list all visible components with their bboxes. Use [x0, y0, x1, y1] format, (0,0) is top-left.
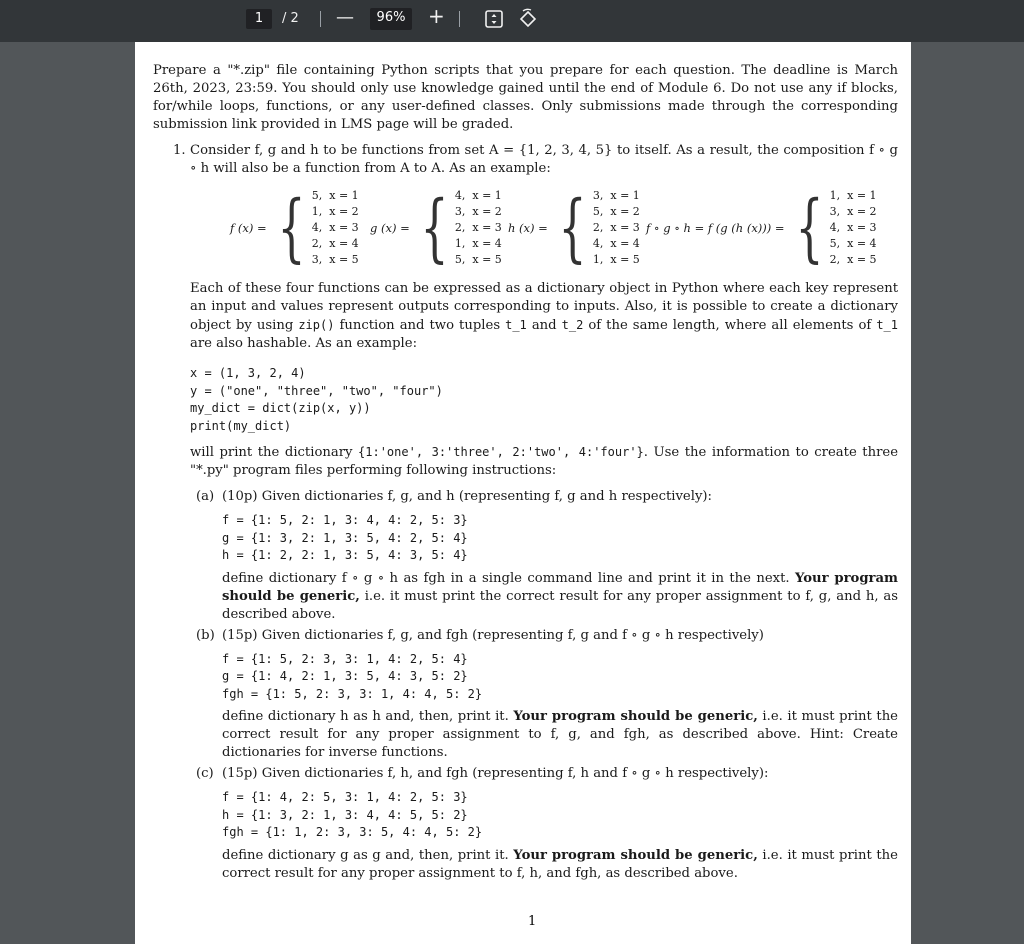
- case-row: 2, x = 3: [592, 221, 640, 234]
- part-a-text: (10p) Given dictionaries f, g, and h (representing f, g and h respectively):: [222, 489, 712, 504]
- part-b: [190, 627, 898, 763]
- zoom-out-button[interactable]: —: [336, 7, 354, 28]
- case-row: 1, x = 5: [592, 253, 640, 266]
- case-row: 1, x = 4: [454, 237, 502, 250]
- page-number-input[interactable]: 1: [246, 9, 272, 29]
- code-example: x = (1, 3, 2, 4) y = ("one", "three", "two", "four") my_dict = dict(zip(x, y)) print(my_dict): [190, 366, 443, 433]
- function-definitions: [190, 184, 898, 276]
- document-body: [153, 62, 898, 883]
- f-cases: [312, 188, 359, 268]
- f-definition: [230, 184, 359, 272]
- part-c-label: (c): [196, 766, 214, 781]
- fgh-label: f ∘ g ∘ h = f (g (h (x))) =: [646, 221, 785, 235]
- part-b-label: (b): [196, 627, 215, 643]
- case-row: 4, x = 1: [454, 189, 502, 202]
- intro-paragraph: Prepare a "*.zip" file containing Python scripts that you prepare for each question. The deadline is March 26th, 2023, 23:59. You should only use knowledge gained until the end of Module 6. Do not use any if blocks, for/while loops, functions, or any user-defined classes. Only submissions made through the corresponding submission link provided in LMS page will be graded.: [153, 63, 898, 132]
- case-row: 5, x = 1: [311, 189, 359, 202]
- part-c-text: (15p) Given dictionaries f, h, and fgh (representing f, h and f ∘ g ∘ h respectively):: [222, 766, 769, 781]
- case-row: 5, x = 2: [592, 205, 640, 218]
- zoom-level-input[interactable]: 96%: [370, 8, 412, 30]
- pdf-toolbar: [0, 0, 1024, 42]
- brace: {: [794, 185, 824, 271]
- part-c-instructions: define dictionary g as g and, then, print it. Your program should be generic, i.e. it must print the correct result for any proper assignment to f, h, and fgh, as described above.: [222, 847, 898, 881]
- part-b-code: f = {1: 5, 2: 3, 3: 1, 4: 2, 5: 4} g = {1: 4, 2: 1, 3: 5, 4: 3, 5: 2} fgh = {1: 5, 2: 3, 3: 1, 4: 4, 5: 2}: [222, 651, 483, 701]
- brace: {: [558, 185, 587, 271]
- g-cases: [455, 188, 502, 268]
- case-row: 4, x = 4: [592, 237, 640, 250]
- g-definition: [370, 184, 502, 272]
- case-row: 5, x = 4: [829, 237, 877, 250]
- page-count: / 2: [282, 11, 299, 26]
- g-label: g (x) =: [370, 221, 410, 235]
- question-number: 1.: [173, 143, 186, 158]
- dictionary-paragraph: Each of these four functions can be expressed as a dictionary object in Python where each key represent an input and values represent outputs corresponding to inputs. Also, it is possible to create a dictionary object by using zip() function and two tuples t_1 and t_2 of the same length, where all elements of t_1 are also hashable. As an example:: [190, 281, 898, 351]
- case-row: 3, x = 5: [311, 253, 359, 266]
- f-label: f (x) =: [230, 221, 267, 235]
- case-row: 3, x = 2: [829, 205, 877, 218]
- part-a: [190, 488, 898, 624]
- print-paragraph: will print the dictionary {1:'one', 3:'three', 2:'two', 4:'four'}. Use the information to create three "*.py" program files performing following instructions:: [190, 445, 898, 478]
- h-definition: [508, 184, 640, 272]
- case-row: 4, x = 3: [829, 221, 877, 234]
- rotate-icon[interactable]: [517, 8, 539, 37]
- question-text: Consider f, g and h to be functions from set A = {1, 2, 3, 4, 5} to itself. As a result, the composition f ∘ g ∘ h will also be a function from A to A. As an example:: [190, 143, 898, 176]
- fgh-definition: [646, 184, 877, 272]
- case-row: 3, x = 1: [592, 189, 640, 202]
- part-c-code: f = {1: 4, 2: 5, 3: 1, 4: 2, 5: 3} h = {1: 3, 2: 1, 3: 4, 4: 5, 5: 2} fgh = {1: 1, 2: 3, 3: 5, 4: 4, 5: 2}: [222, 790, 483, 839]
- part-b-text: (15p) Given dictionaries f, g, and fgh (representing f, g and f ∘ g ∘ h respectively): [222, 627, 764, 643]
- part-a-code: f = {1: 5, 2: 1, 3: 4, 4: 2, 5: 3} g = {1: 3, 2: 1, 3: 5, 4: 2, 5: 4} h = {1: 2, 2: 1, 3: 5, 4: 3, 5: 4}: [222, 513, 468, 562]
- case-row: 4, x = 3: [311, 221, 359, 234]
- brace: {: [420, 185, 449, 271]
- page-footer-number: 1: [528, 914, 537, 929]
- h-label: h (x) =: [508, 221, 548, 235]
- part-c: [190, 765, 898, 883]
- case-row: 1, x = 1: [829, 189, 877, 202]
- case-row: 1, x = 2: [311, 205, 359, 218]
- case-row: 2, x = 4: [311, 237, 359, 250]
- pdf-page: [135, 42, 911, 944]
- brace: {: [277, 185, 306, 271]
- case-row: 2, x = 3: [454, 221, 502, 234]
- zoom-in-button[interactable]: +: [428, 4, 445, 28]
- part-b-instructions: define dictionary h as h and, then, print it. Your program should be generic, i.e. it must print the correct result for any proper assignment to f, g, and fgh, as described above. Hint: Create dictionaries for inverse functions.: [222, 709, 898, 760]
- question-1: [153, 142, 898, 883]
- part-a-label: (a): [196, 489, 215, 504]
- case-row: 5, x = 5: [454, 253, 502, 266]
- fit-page-icon[interactable]: [484, 9, 504, 36]
- part-a-instructions: define dictionary f ∘ g ∘ h as fgh in a single command line and print it in the next. Your program should be generic, i.e. it must print the correct result for any proper assignment to f, g, and h, as described above.: [222, 570, 899, 622]
- h-cases: [593, 188, 640, 268]
- fgh-cases: [830, 188, 877, 268]
- toolbar-divider: [459, 11, 460, 27]
- toolbar-divider: [320, 11, 321, 27]
- case-row: 2, x = 5: [829, 253, 877, 266]
- case-row: 3, x = 2: [454, 205, 502, 218]
